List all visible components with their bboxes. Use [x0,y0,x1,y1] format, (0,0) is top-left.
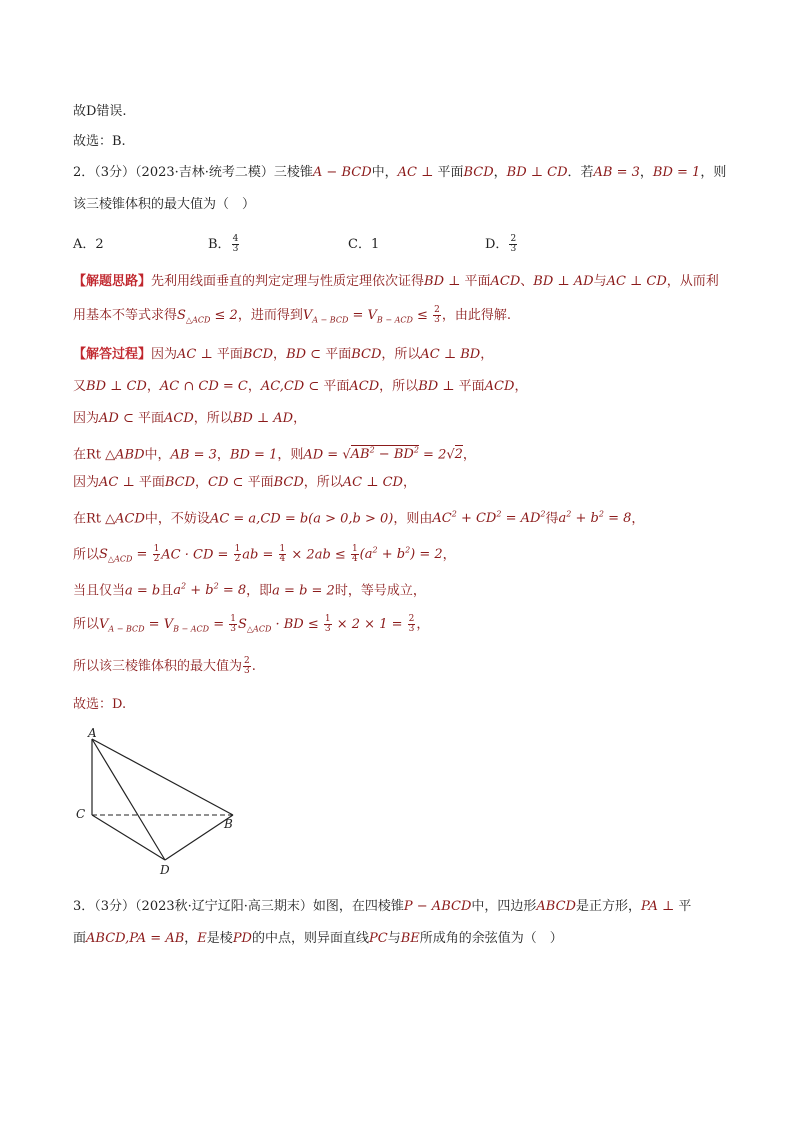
question-3-line-2: 面ABCD,PA = AB，E是棱PD的中点，则异面直线PC与BE所成角的余弦值为（ ） [73,931,563,946]
solution-line-8: 当且仅当a = b且$a^2 + b^2 = 8$，即a = b = 2时，等号成立， [73,582,426,599]
solution-line-6: 在Rt △ACD中，不妨设AC = a,CD = b(a > 0,b > 0)，则由$AC^2 + CD^2 = AD^2$得$a^2 + b^2 = 8$， [73,510,645,527]
solution-line-9: 所以$V_{A - BCD} = V_{B - ACD}$ = $\frac{1}{3}$ $S_{\triangle ACD}$ · BD ≤ $\frac{1}{3}$ × 2 × 1 = $\frac{2}{3}$ ， [73,614,430,634]
solution-line-2: 又BD ⊥ CD，AC ∩ CD = C，AC,CD ⊂ 平面ACD，所以BD ⊥ 平面ACD， [73,379,528,394]
solution-line-1: 【解答过程】因为AC ⊥ 平面BCD，BD ⊂ 平面BCD，所以AC ⊥ BD， [73,347,494,362]
edge-ab [92,739,233,815]
label-a: A [88,726,97,740]
solution-line-10: 所以该三棱锥体积的最大值为 $\frac{2}{3}$ . [73,656,256,676]
option-d[interactable]: D． $\frac{2}{3}$ [485,234,517,254]
solution-line-5: 因为AC ⊥ 平面BCD，CD ⊂ 平面BCD，所以AC ⊥ CD， [73,475,416,490]
option-a[interactable]: A．2 [73,237,104,252]
hint-line-2: 用基本不等式求得$S_{\triangle ACD} \le 2$，进而得到$V_{A - BCD} = V_{B - ACD}$ ≤ $\frac{2}{3}$ ，由此得解. [73,305,511,325]
solution-line-4: 在Rt △ABD中，AB = 3，BD = 1，则AD = $√AB^2 - BD^2 = 2√2$， [73,446,476,463]
question-2-line-2: 该三棱锥体积的最大值为（ ） [73,197,256,212]
question-3-line-1: 3．（3分）（2023秋·辽宁辽阳·高三期末）如图，在四棱锥P − ABCD中，四边形ABCD是正方形，PA ⊥ 平 [73,899,692,914]
solution-line-7: 所以$S_{\triangle ACD}$ = $\frac{1}{2}$ AC · CD = $\frac{1}{2}$ ab = $\frac{1}{4}$ × 2ab ≤ $\frac{1}{4}$ $(a^2 + b^2) = 2$， [73,544,456,565]
pyramid-figure [70,725,250,875]
edge-db [165,815,233,860]
label-d: D [160,863,170,875]
label-c: C [76,807,86,821]
final-answer: 故选：D. [73,697,127,712]
edge-cd [92,815,165,860]
option-c[interactable]: C．1 [348,237,380,252]
solution-line-3: 因为AD ⊂ 平面ACD，所以BD ⊥ AD， [73,411,307,426]
hint-line-1: 【解题思路】先利用线面垂直的判定定理与性质定理依次证得BD ⊥ 平面ACD、BD ⊥ AD与AC ⊥ CD，从而利 [73,274,719,289]
option-b[interactable]: B． $\frac{4}{3}$ [208,234,239,254]
prev-answer: 故选：B. [73,134,126,149]
question-2-line-1: 2．（3分）（2023·吉林·统考二模）三棱锥A − BCD中，AC ⊥ 平面BCD，BD ⊥ CD．若AB = 3，BD = 1，则 [73,165,727,180]
label-b: B [224,817,233,831]
prev-conclusion: 故D错误. [73,104,127,119]
edge-ad [92,739,165,860]
